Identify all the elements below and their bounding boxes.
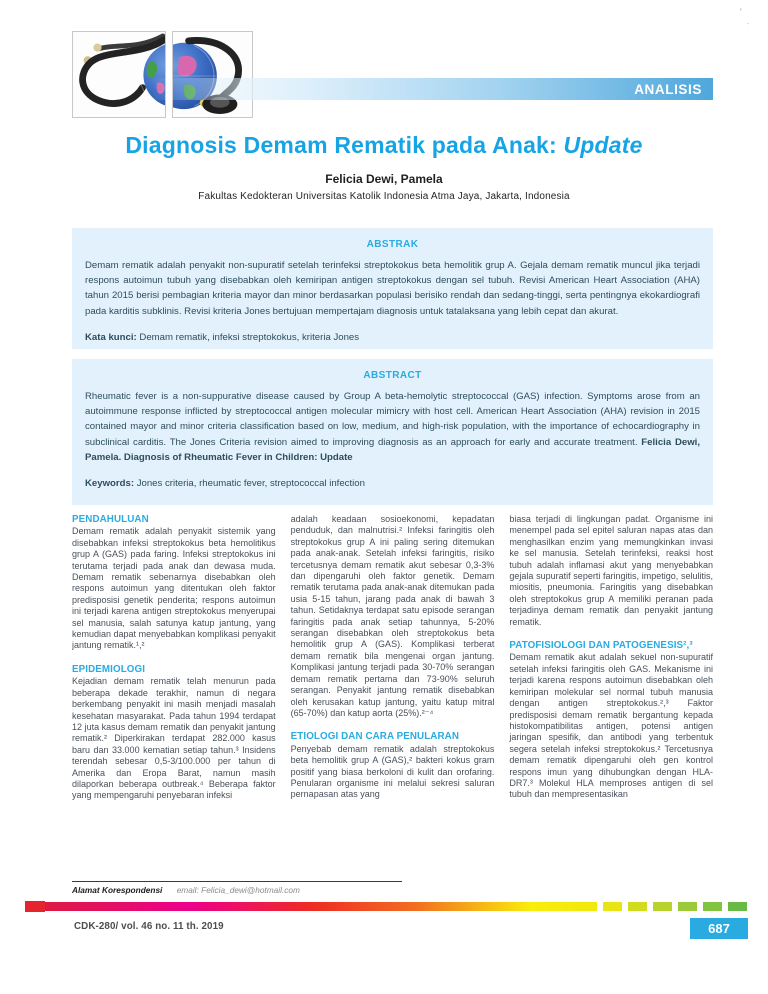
affiliation-line: Fakultas Kedokteran Universitas Katolik Indonesia Atma Jaya, Jakarta, Indonesia xyxy=(198,191,570,202)
section-heading-epidemiologi: EPIDEMIOLOGI xyxy=(72,663,146,675)
abstrak-box xyxy=(72,228,713,349)
section-heading-etiologi: ETIOLOGI DAN CARA PENULARAN xyxy=(290,731,460,743)
correspondence-email: email: Felicia_dewi@hotmail.com xyxy=(176,885,300,895)
article-title xyxy=(0,132,768,159)
article-title-italic: Update xyxy=(563,132,643,158)
abstract-body xyxy=(85,389,700,465)
globe-stethoscope-photo xyxy=(172,31,253,118)
paragraph: Demam rematik akut adalah sekuel non-supuratif setelah infeksi faringitis oleh GAS. Mekanisme ini terjadi karena respons autoimun disebabkan oleh kemiripan molekular sel normal tubuh manusia dengan antigen streptokokus.²,³ Faktor predisposisi demam rematik bergantung kepada histokompatibilitas antigen, potensi antigen jaringan spesifik, dan antibodi yang terbentuk segera setelah infeksi streptokokus.² Tercetusnya demam rematik dipengaruhi oleh gen kontrol respons imun yang dihubungkan dengan HLA-DR7.³ Molekul HLA memproses antigen di sel tubuh dan mempresentasikan xyxy=(509,652,713,800)
scan-artifact: ' xyxy=(740,7,742,17)
stethoscope-illustration xyxy=(73,32,165,117)
rainbow-segment xyxy=(603,902,622,911)
abstract-citation: Felicia Dewi, Pamela. Diagnosis of Rheumatic Fever in Children: Update xyxy=(85,436,700,463)
article-title-main: Diagnosis Demam Rematik pada Anak: xyxy=(125,132,564,158)
body-column-3 xyxy=(509,514,713,880)
correspondence-label: Alamat Korespondensi xyxy=(72,885,163,895)
authors-line: Felicia Dewi, Pamela xyxy=(325,172,443,186)
rainbow-bar-cap xyxy=(25,901,45,912)
correspondence-block xyxy=(72,881,402,895)
abstrak-body: Demam rematik adalah penyakit non-supuratif setelah terinfeksi streptokokus beta hemolitik grup A. Gejala demam rematik muncul jika terjadi respons autoimun tubuh yang disebabkan oleh kemiripan antigen streptokokus dengan sel tubuh. Revisi American Heart Association (AHA) tahun 2015 berisi pembagian kriteria mayor dan minor berdasarkan populasi berisiko rendah dan sedang-tinggi, serta pentingnya ekokardiografi pada karditis subklinis. Revisi kriteria Jones bertujuan mempertajam diagnosis untuk tatalaksana yang lebih cepat dan akurat. xyxy=(85,260,700,317)
abstract-keywords-text: Jones criteria, rheumatic fever, streptococcal infection xyxy=(134,478,365,490)
article-body xyxy=(72,514,713,880)
abstrak-keywords xyxy=(85,332,700,343)
paragraph: Kejadian demam rematik telah menurun pada beberapa dekade terakhir, namun di negara berkembang penyakit ini masih menjadi masalah kesehatan masyarakat. Pada tahun 1994 terdapat 12 juta kasus demam rematik dan penyakit jantung rematik.² Diperkirakan terdapat 282.000 kasus baru dan 33.000 kematian setiap tahun.³ Insidens terendah sebesar 0,5-3/100.000 per tahun di Amerika dan Eropa Barat, namun masih dilaporkan beberapa outbreak.⁴ Beberapa faktor yang mempengaruhi penyebaran infeksi xyxy=(72,676,276,801)
rainbow-bar-gradient xyxy=(45,902,597,911)
section-heading-pendahuluan: PENDAHULUAN xyxy=(72,514,149,525)
body-column-2 xyxy=(291,514,495,880)
abstract-body-text: Rheumatic fever is a non-suppurative disease caused by Group A beta-hemolytic streptococcal (GAS) infection. Symptoms arose from an autoimmune response inflicted by streptococcal antigen molecular mimicry with host cell. American Heart Association (AHA) revision in 2015 contained mayor and minor criteria classification based on low, medium, and high-risk population, with the importance of echocardiography in subclinical carditis. The Jones Criteria revision aimed to improving diagnosis as an approach for early and accurate treatment. xyxy=(85,391,700,448)
rainbow-segment xyxy=(703,902,722,911)
abstract-keywords xyxy=(85,478,700,489)
rainbow-segment xyxy=(678,902,697,911)
abstract-heading: ABSTRACT xyxy=(363,370,422,381)
rainbow-bar xyxy=(25,902,747,911)
scan-artifact: - xyxy=(747,21,750,28)
paragraph: adalah keadaan sosioekonomi, kepadatan penduduk, dan malnutrisi.² Infeksi faringitis oleh streptokokus grup A ini paling sering ditemukan pada anak-anak. Setelah infeksi faringitis, risiko tercetusnya demam rematik akut sebesar 0,3-3% dan dipengaruhi oleh faktor genetik. Demam rematik terutama pada anak-anak ditemukan pada usia 5-15 tahun, jarang pada anak di bawah 3 tahun. Setidaknya terdapat satu episode serangan faringitis pada anak setiap tahunnya, 5-20% serangan disebabkan oleh streptokokus beta hemolitik grup A (GAS). Komplikasi terberat demam rematik bila mengenai organ jantung. Komplikasi jantung terjadi pada 30-70% serangan demam rematik pertama dan 73-90% seluruh serangan. Penyakit jantung rematik disebabkan oleh kerusakan katup jantung, yaitu katup mitral (65-70%) dan katup aorta (25%).²⁻⁴ xyxy=(290,514,495,718)
page-number-badge: 687 xyxy=(690,918,748,939)
section-banner xyxy=(150,78,713,100)
paragraph: Penyebab demam rematik adalah streptokokus beta hemolitik grup A (GAS),² bakteri kokus gram positif yang biasa berkoloni di kulit dan orofaring. Penularan organisme ini melalui sekresi saluran pernapasan atas yang xyxy=(290,743,495,800)
paragraph: biasa terjadi di lingkungan padat. Organisme ini menempel pada sel epitel saluran napas atas dan menghasilkan enzim yang memungkinkan invasi ke sel manusia. Setelah terinfeksi, reaksi host tubuh adalah inflamasi akut yang menyebabkan gejala supuratif seperti faringitis, impetigo, selulitis, miositis, pneumonia. Faringitis yang disebabkan oleh streptokokus grup A memiliki peranan pada terjadinya demam rematik dan penyakit jantung rematik. xyxy=(509,514,713,627)
globe-illustration xyxy=(173,32,252,117)
rainbow-segment xyxy=(628,902,647,911)
abstrak-keywords-label: Kata kunci: xyxy=(85,331,137,343)
abstrak-keywords-text: Demam rematik, infeksi streptokokus, kriteria Jones xyxy=(136,331,360,343)
journal-volume-info: CDK-280/ vol. 46 no. 11 th. 2019 xyxy=(74,921,224,932)
section-heading-patofisiologi: PATOFISIOLOGI DAN PATOGENESIS²,³ xyxy=(509,640,693,652)
rainbow-segment xyxy=(728,902,747,911)
abstract-box xyxy=(72,359,713,505)
section-banner-label: ANALISIS xyxy=(634,81,702,97)
abstract-keywords-label: Keywords: xyxy=(85,478,135,490)
abstrak-heading: ABSTRAK xyxy=(366,239,419,250)
stethoscope-photo xyxy=(72,31,166,118)
rainbow-segment xyxy=(653,902,672,911)
body-column-1 xyxy=(72,514,276,880)
paragraph: Demam rematik adalah penyakit sistemik yang disebabkan infeksi streptokokus beta hemolitikus grup A (GAS) pada faring. Infeksi streptokokus ini terutama terjadi pada anak dan dewasa muda. Demam rematik sebenarnya disebabkan oleh respons autoimun yang ditentukan oleh faktor predisposisi genetik penderita; respons autoimun ini terjadi karena antigen streptokokus menyerupai sel manusia, salah satunya katup jantung, yang kemudian dapat menyebabkan komplikasi penyakit jantung rematik.¹,² xyxy=(72,526,276,651)
